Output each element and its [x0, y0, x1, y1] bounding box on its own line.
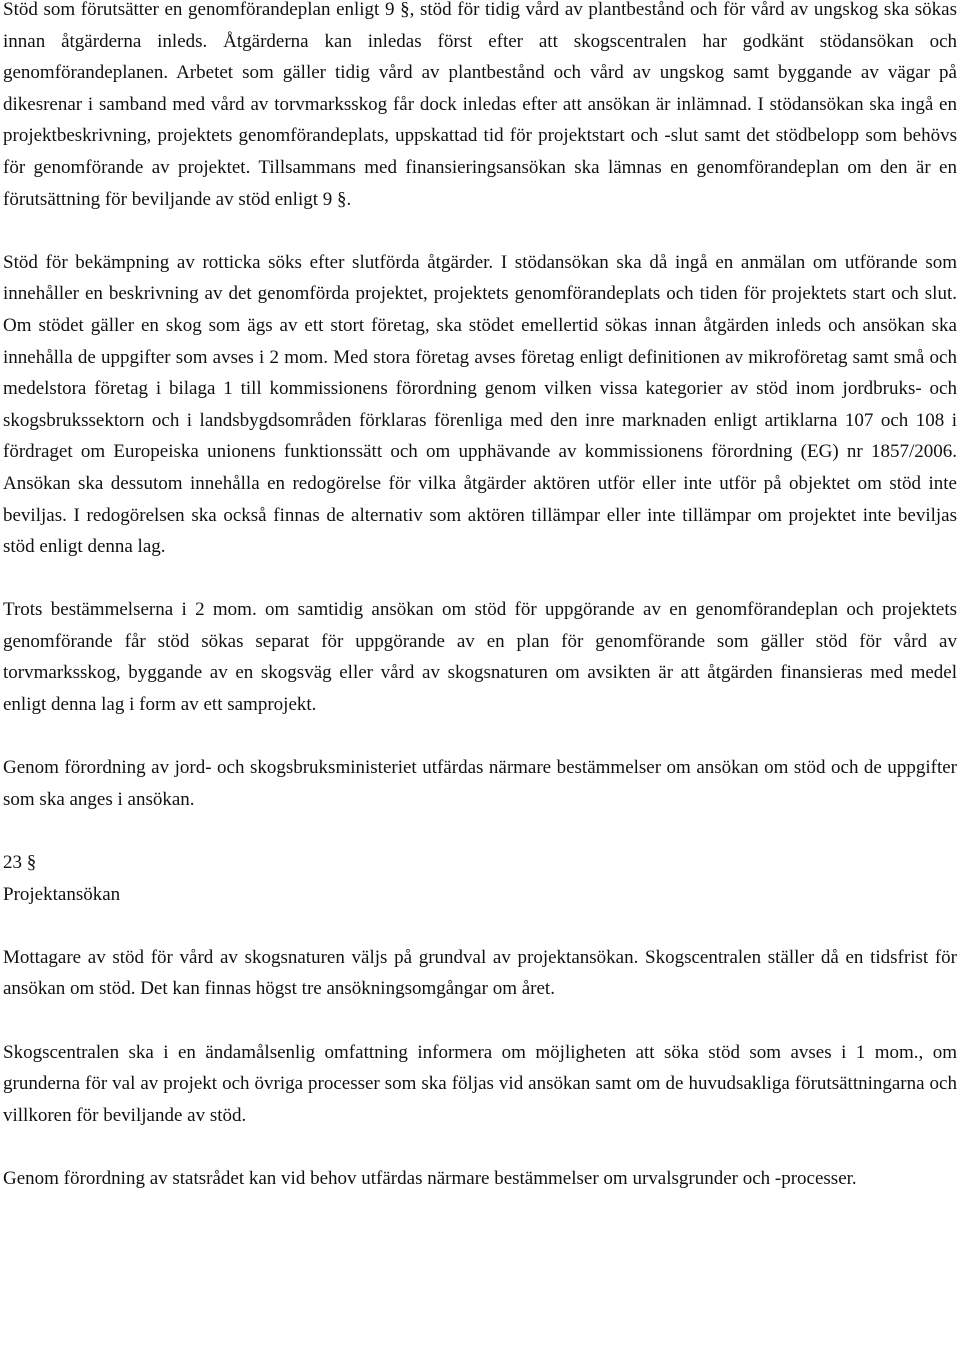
paragraph-application-timing: Stöd som förutsätter en genomförandeplan enligt 9 §, stöd för tidig vård av plantbestånd och för vård av ungskog ska sökas innan åtgärderna inleds. Åtgärderna kan inledas först efter att skogscentralen har godkänt stödansökan och genomförandeplanen. Arbetet som gäller tidig vård av plantbestånd och vård av ungskog samt byggande av vägar på dikesrenar i samband med vård av torvmarksskog får dock inledas efter att ansökan är inlämnad. I stödansökan ska ingå en projektbeskrivning, projektets genomförandeplats, uppskattad tid för projektstart och -slut samt det stödbelopp som behövs för genomförande av projektet. Tillsammans med finansieringsansökan ska lämnas en genomförandeplan om den är en förutsättning för beviljande av stöd enligt 9 §. [3, 0, 957, 210]
paragraph-gap [3, 910, 957, 942]
paragraph-separate-application: Trots bestämmelserna i 2 mom. om samtidig ansökan om stöd för uppgörande av en genomförandeplan och projektets genomförande får stöd sökas separat för uppgörande av en plan för genomförande som gäller stöd för vård av torvmarksskog, byggande av en skogsväg eller vård av skogsnaturen om avsikten är att åtgärden finansieras med medel enligt denna lag i form av ett samprojekt. [3, 599, 957, 716]
paragraph-government-decree: Genom förordning av statsrådet kan vid behov utfärdas närmare bestämmelser om urvalsgrunder och -processer. [3, 1167, 857, 1189]
paragraph-information-duty: Skogscentralen ska i en ändamålsenlig omfattning informera om möjligheten att söka stöd som avses i 1 mom., om grunderna för val av projekt och övriga processer som ska följas vid ansökan samt om de huvudsakliga förutsättningarna och villkoren för beviljande av stöd. [3, 1041, 957, 1126]
section-number: 23 § [3, 852, 37, 874]
paragraph-gap [3, 563, 957, 595]
paragraph-root-rot-support: Stöd för bekämpning av rotticka söks efter slutförda åtgärder. I stödansökan ska då ingå en anmälan om utförande som innehåller en beskrivning av det genomförda projektet, projektets genomförandeplats och tiden för projektets start och slut. Om stödet gäller en skog som ägs av ett stort företag, ska stödet emellertid sökas innan åtgärden inleds och ansökan ska innehålla de uppgifter som avses i 2 mom. Med stora företag avses företag enligt definitionen av mikroföretag samt små och medelstora företag i bilaga 1 till kommissionens förordning genom vilken vissa kategorier av stöd inom jordbruks- och skogsbrukssektorn och i landsbygdsområden förklaras förenliga med den inre marknaden enligt artiklarna 107 och 108 i fördraget om Europeiska unionens funktionssätt och om upphävande av kommissionens förordning (EG) nr 1857/2006. Ansökan ska dessutom innehålla en redogörelse för vilka åtgärder aktören utför eller inte utför på objektet om stöd inte beviljas. I redogörelsen ska också finnas de alternativ som aktören tillämpar eller inte tillämpar om projektet inte beviljas stöd enligt denna lag. [3, 251, 957, 558]
paragraph-gap [3, 721, 957, 753]
paragraph-project-application: Mottagare av stöd för vård av skogsnaturen väljs på grundval av projektansökan. Skogscentralen ställer då en tidsfrist för ansökan om stöd. Det kan finnas högst tre ansökningsomgångar om året. [3, 946, 957, 1000]
document-page [3, 0, 957, 1195]
section-title: Projektansökan [3, 883, 121, 905]
paragraph-gap [3, 1131, 957, 1163]
paragraph-ministry-decree: Genom förordning av jord- och skogsbruksministeriet utfärdas närmare bestämmelser om ansökan om stöd och de uppgifter som ska anges i ansökan. [3, 757, 957, 810]
paragraph-gap [3, 215, 957, 247]
paragraph-gap [3, 1005, 957, 1037]
paragraph-gap [3, 815, 957, 847]
